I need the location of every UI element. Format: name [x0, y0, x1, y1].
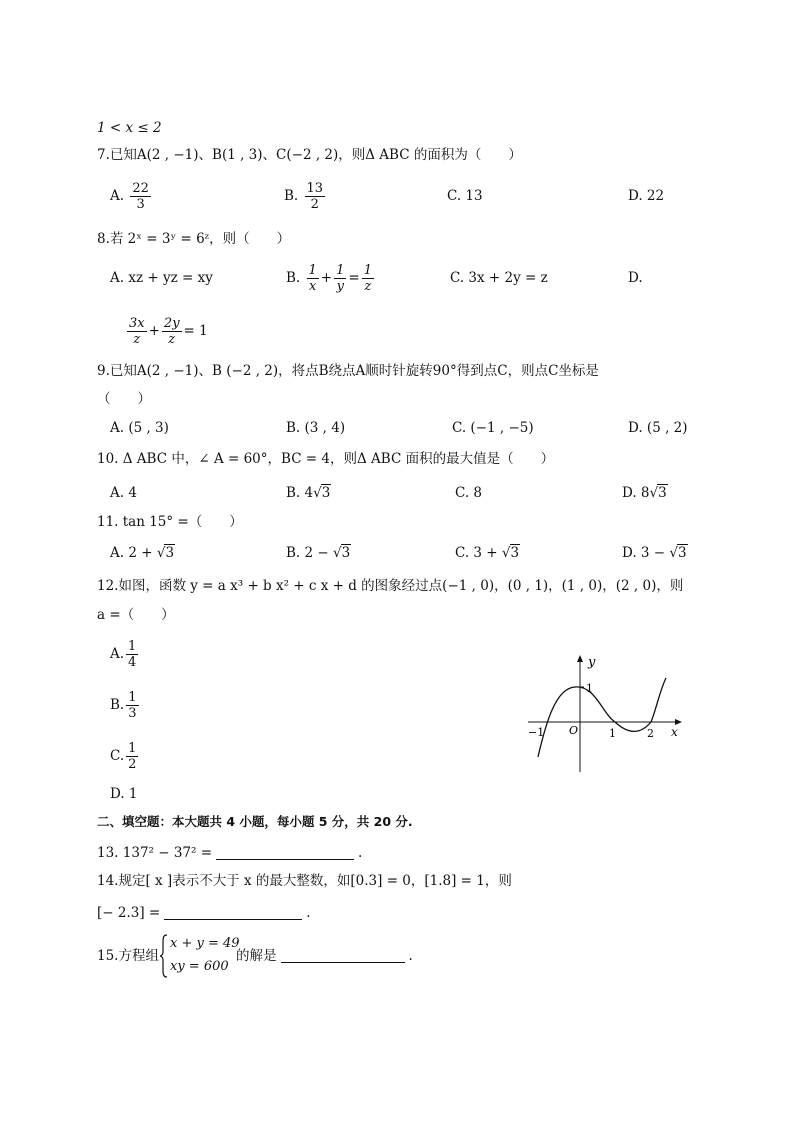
question-9-stem: 9.已知A(2 , −1)、B (−2 , 2)，将点B绕点A顺时针旋转90°得到点C，则点C坐标是 [97, 363, 599, 379]
q7-option-a-label: A. [110, 188, 125, 204]
q10-option-b: B. 4√3 [286, 485, 331, 501]
q8-option-c: C. 3x + 2y = z [450, 270, 548, 286]
q11-option-c: C. 3 + √3 [455, 545, 520, 561]
q8-option-a: A. xz + yz = xy [110, 270, 213, 286]
question-13: 13. 137² − 37² = . [97, 845, 363, 861]
q7-option-c: C. 13 [447, 188, 483, 204]
question-15-suffix: 的解是 . [236, 948, 413, 964]
header-inequality: 1 < x ≤ 2 [97, 120, 162, 136]
q15-answer-blank[interactable] [281, 947, 405, 963]
q12-option-d: D. 1 [110, 786, 138, 802]
q11-option-d: D. 3 − √3 [622, 545, 687, 561]
q12-option-b: B. $\frac{1}{3}$ [110, 690, 137, 721]
question-10-stem: 10. Δ ABC 中，∠ A = 60°，BC = 4，则Δ ABC 面积的最大值是（ ） [97, 451, 555, 467]
cubic-curve [538, 678, 666, 757]
q8-option-b-label: B. [286, 270, 301, 286]
q11-option-a: A. 2 + √3 [110, 545, 175, 561]
q8-option-d-label: D. [628, 270, 643, 286]
system-brace-icon [159, 934, 169, 978]
x-axis-label: x [671, 725, 678, 739]
q10-option-c: C. 8 [455, 485, 483, 501]
q9-option-d: D. (5 , 2) [628, 420, 688, 436]
origin-label: O [569, 724, 579, 737]
q14-answer-blank[interactable] [164, 904, 302, 920]
q11-option-b: B. 2 − √3 [286, 545, 351, 561]
q10-option-d: D. 8√3 [622, 485, 667, 501]
question-11-stem: 11. tan 15° =（ ） [97, 514, 243, 530]
question-14-line2: [− 2.3] = . [97, 905, 311, 921]
q7-option-a-fraction: $\frac{22}{3}$ [132, 181, 149, 212]
question-14-stem: 14.规定[ x ]表示不大于 x 的最大整数，如[0.3] = 0，[1.8] = 1，则 [97, 873, 512, 889]
q7-option-d: D. 22 [628, 188, 665, 204]
y-axis-arrow [577, 655, 583, 662]
q9-option-a: A. (5 , 3) [110, 420, 169, 436]
q7-option-b-fraction: $\frac{13}{2}$ [306, 181, 324, 212]
q12-option-c: C. $\frac{1}{2}$ [110, 741, 137, 772]
question-12-stem-2: a =（ ） [97, 607, 175, 623]
q9-option-b: B. (3 , 4) [286, 420, 346, 436]
question-15-prefix: 15.方程组 [97, 948, 159, 964]
question-12-stem: 12.如图，函数 y = a x³ + b x² + c x + d 的图象经过点(−1 , 0)，(0 , 1)，(1 , 0)，(2 , 0)，则 [97, 578, 684, 594]
x-tick-minus1: −1 [528, 726, 545, 739]
y-axis-label: y [588, 655, 596, 670]
q10-option-a: A. 4 [110, 485, 137, 501]
q13-answer-blank[interactable] [216, 844, 354, 860]
y-tick-1-label: 1 [586, 682, 593, 695]
q8-option-d-formula: $\frac{3x}{z}$ + $\frac{2y}{z}$ = 1 [129, 316, 208, 347]
q9-option-c: C. (−1 , −5) [452, 420, 534, 436]
cubic-function-graph [520, 650, 690, 775]
x-tick-2: 2 [647, 727, 654, 740]
q7-option-b-label: B. [284, 188, 299, 204]
q7-option-b [284, 176, 327, 216]
question-9-paren: （ ） [97, 391, 151, 407]
q15-equation-1: x + y = 49 [170, 936, 240, 951]
section-2-heading: 二、填空题：本大题共 4 小题，每小题 5 分，共 20 分. [97, 814, 413, 829]
q8-option-b: B. $\frac{1}{x}$ + $\frac{1}{y}$ = $\frac{1}{z}$ [286, 263, 372, 294]
x-tick-1: 1 [609, 727, 616, 740]
q15-equation-2: xy = 600 [170, 959, 229, 974]
question-8-stem: 8.若 2ˣ = 3ʸ = 6ᶻ，则（ ） [97, 231, 291, 247]
q12-option-a: A. $\frac{1}{4}$ [110, 639, 137, 670]
q7-option-a [110, 176, 153, 216]
question-7-stem: 7.已知A(2 , −1)、B(1 , 3)、C(−2 , 2)，则Δ ABC 的面积为（ ） [97, 147, 522, 163]
